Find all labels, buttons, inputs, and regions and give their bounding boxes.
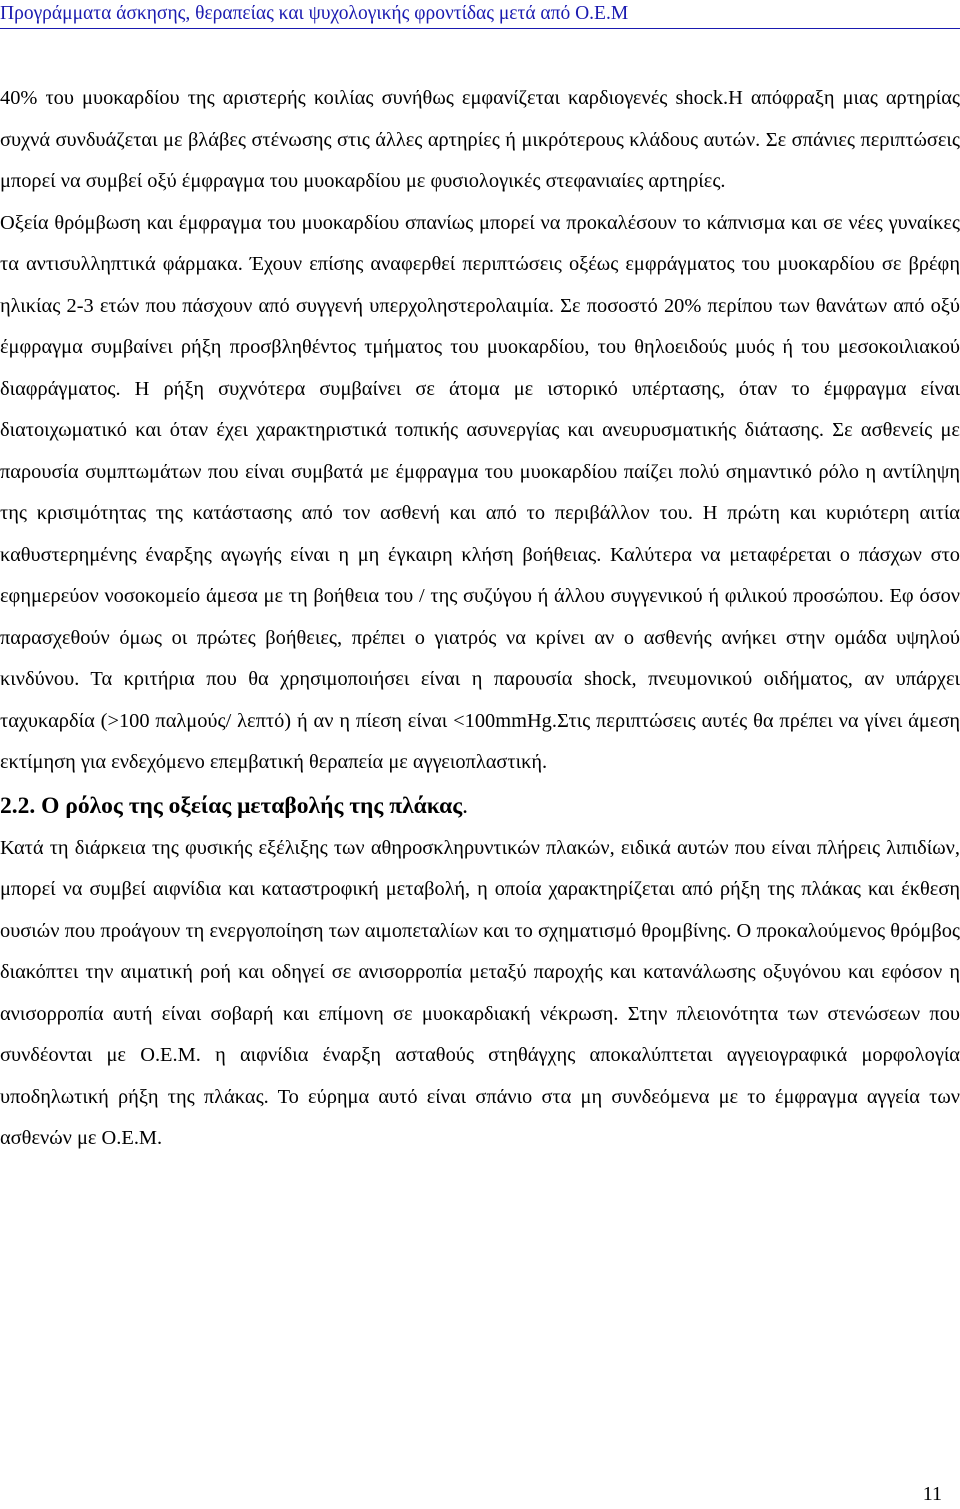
- section-heading: [0, 785, 960, 828]
- section-title-end: .: [462, 792, 469, 819]
- paragraph-2: Οξεία θρόμβωση και έμφραγμα του μυοκαρδίου σπανίως μπορεί να προκαλέσουν το κάπνισμα και σε νέες γυναίκες τα αντισυλληπτικά φάρμακα. Έχουν επίσης αναφερθεί περιπτώσεις οξέως εμφράγματος του μυοκαρδίου σε βρέφη ηλικίας 2-3 ετών που πάσχουν από συγγενή υπερχοληστερολαιμία. Σε ποσοστό 20% περίπου των θανάτων από οξύ έμφραγμα συμβαίνει ρήξη προσβληθέντος τμήματος του μυοκαρδίου, του θηλοειδούς μυός ή του μεσοκοιλιακού διαφράγματος. Η ρήξη συχνότερα συμβαίνει σε άτομα με ιστορικό υπέρτασης, όταν το έμφραγμα είναι διατοιχωματικό και όταν έχει χαρακτηριστικά τοπικής ασυνεργίας και ανευρυσματικής διάτασης. Σε ασθενείς με παρουσία συμπτωμάτων που είναι συμβατά με έμφραγμα του μυοκαρδίου παίζει πολύ σημαντικό ρόλο η αντίληψη της κρισιμότητας της κατάστασης από τον ασθενή και από το περιβάλλον του. Η πρώτη και κυριότερη αιτία καθυστερημένης έναρξης αγωγής είναι η μη έγκαιρη κλήση βοήθειας. Καλύτερα να μεταφέρεται ο πάσχων στο εφημερεύον νοσοκομείο άμεσα με τη βοήθεια του / της συζύγου ή άλλου συγγενικού ή φιλικού προσώπου. Εφ όσον παρασχεθούν όμως οι πρώτες βοήθειες, πρέπει ο γιατρός να κρίνει αν ο ασθενής ανήκει στην ομάδα υψηλού κινδύνου. Τα κριτήρια που θα χρησιμοποιήσει είναι η παρουσία shock, πνευμονικού οιδήματος, αν υπάρχει ταχυκαρδία (>100 παλμούς/ λεπτό) ή αν η πίεση είναι <100mmHg.Στις περιπτώσεις αυτές θα πρέπει να γίνει άμεση εκτίμηση για ενδεχόμενο επεμβατική θεραπεία με αγγειοπλαστική.: [0, 211, 960, 773]
- section-number: 2.2.: [0, 792, 36, 819]
- paragraph-3: Κατά τη διάρκεια της φυσικής εξέλιξης των αθηροσκληρυντικών πλακών, ειδικά αυτών που είναι πλήρεις λιπιδίων, μπορεί να συμβεί αιφνίδια και καταστροφική μεταβολή, η οποία χαρακτηρίζεται από ρήξη της πλάκας και έκθεση ουσιών που προάγουν τη ενεργοποίηση των αιμοπεταλίων και το σχηματισμό θρομβίνης. Ο προκαλούμενος θρόμβος διακόπτει την αιματική ροή και οδηγεί σε ανισορροπία μεταξύ παροχής και κατανάλωσης οξυγόνου και εφόσον η ανισορροπία αυτή είναι σοβαρή και επίμονη σε μυοκαρδιακή νέκρωση. Στην πλειονότητα των στενώσεων που συνδέονται με Ο.Ε.Μ. η αιφνίδια έναρξη ασταθούς στηθάγχης αποκαλύπτεται αγγειογραφικά μορφολογία υποδηλωτική ρήξη της πλάκας. Το εύρημα αυτό είναι σπάνιο στα μη συνδεόμενα με το έμφραγμα αγγεία των ασθενών με Ο.Ε.Μ.: [0, 836, 960, 1149]
- page-number: 11: [922, 1483, 942, 1505]
- running-header: [0, 2, 960, 26]
- paragraph-1: 40% του μυοκαρδίου της αριστερής κοιλίας συνήθως εμφανίζεται καρδιογενές shock.Η απόφραξη μιας αρτηρίας συχνά συνδυάζεται με βλάβες στένωσης στις άλλες αρτηρίες ή μικρότερους κλάδους αυτών. Σε σπάνιες περιπτώσεις μπορεί να συμβεί οξύ έμφραγμα του μυοκαρδίου με φυσιολογικές στεφανιαίες αρτηρίες.: [0, 87, 960, 192]
- header-title: Προγράμματα άσκησης, θεραπείας και ψυχολογικής φροντίδας μετά από Ο.Ε.Μ: [0, 3, 629, 24]
- header-rule: [0, 28, 960, 29]
- section-title: Ο ρόλος της οξείας μεταβολής της πλάκας: [35, 792, 463, 819]
- document-body: [0, 78, 960, 1160]
